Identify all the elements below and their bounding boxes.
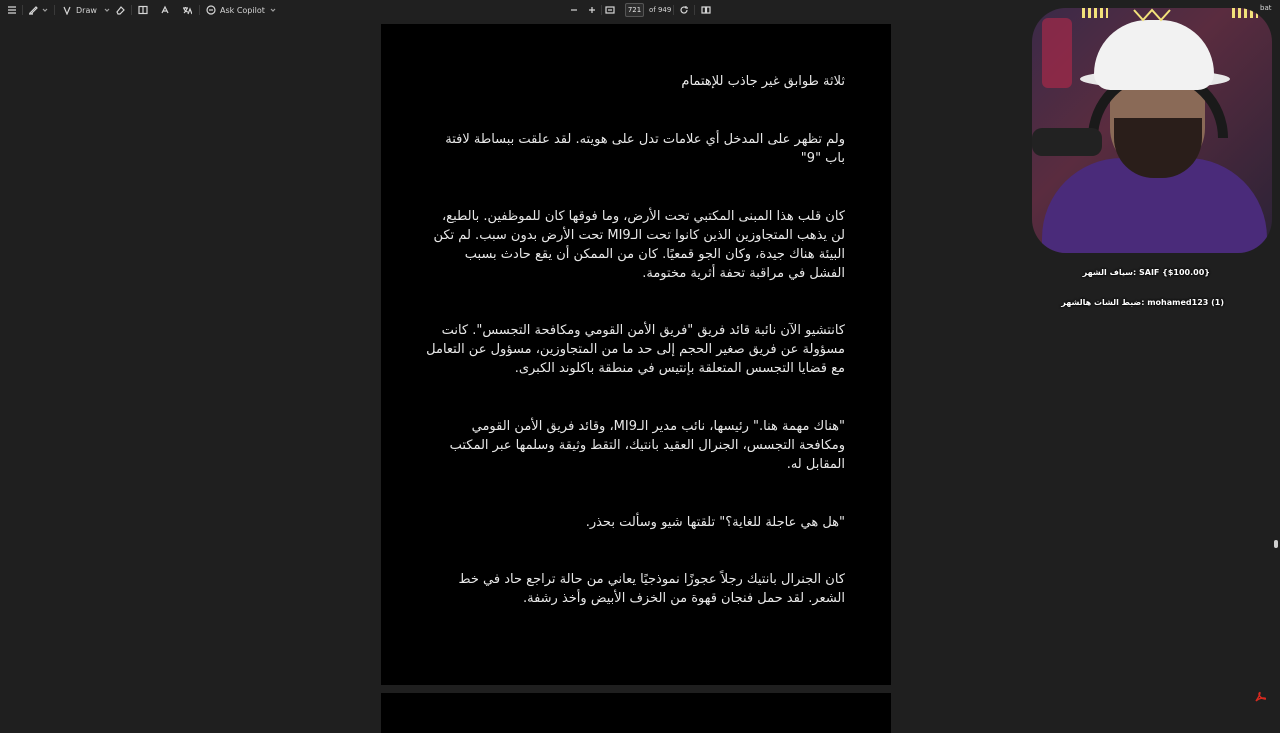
toolbar-divider <box>22 5 23 15</box>
overlay-tag: bat <box>1260 4 1272 12</box>
toolbar-divider <box>199 5 200 15</box>
toolbar-divider <box>131 5 132 15</box>
chevron-down-icon <box>270 6 276 15</box>
page-layout-icon <box>137 4 149 16</box>
overlay-chat-moderator: mohamed123 (1) :ضبط الشات هالشهر <box>1061 298 1224 307</box>
paragraph: كانتشيو الآن نائبة قائد فريق "فريق الأمن القومي ومكافحة التجسس". كانت مسؤولة عن فريق صغير الحجم إلى حد ما من المتجاوزين، مسؤول عن التعامل مع قضايا التجسس المتعلقة بإنتيس في منطقة باكلوند الكبرى. <box>426 323 845 376</box>
toolbar-divider <box>54 5 55 15</box>
paragraph: كان قلب هذا المبنى المكتبي تحت الأرض، وما فوقها كان للموظفين. بالطبع، لن يذهب المتجاوزين الذين كانوا تحت الـMI9 تحت الأرض بدون سبب. لم تكن البيئة هناك جيدة، وكان الجو قمعيًا. كان من الممكن أن يقع حادث بسبب الفشل في مراقبة تحفة أثرية مختومة. <box>433 209 845 281</box>
chevron-down-icon <box>104 6 110 15</box>
draw-label: Draw <box>76 5 97 15</box>
page-count: of 949 <box>649 6 672 14</box>
toolbar-divider <box>601 5 602 15</box>
overlay-decoration <box>1082 8 1108 18</box>
draw-button[interactable] <box>61 3 110 17</box>
acrobat-icon[interactable] <box>1254 691 1266 703</box>
vertical-scrollbar[interactable] <box>1272 20 1280 720</box>
list-icon <box>6 4 18 16</box>
paragraph: "هل هي عاجلة للغاية؟" تلقتها شيو وسألت بحذر. <box>585 515 845 530</box>
highlight-button[interactable] <box>27 3 48 17</box>
plus-icon <box>586 4 598 16</box>
paragraph: ولم تظهر على المدخل أي علامات تدل على هويته. لقد علقت ببساطة لافتة باب "9" <box>445 132 845 166</box>
fit-page-button[interactable] <box>604 3 616 17</box>
zoom-in-button[interactable] <box>586 3 598 17</box>
scrollbar-thumb[interactable] <box>1274 540 1278 548</box>
microphone <box>1032 128 1102 156</box>
chevron-down-icon <box>42 6 48 15</box>
paragraph: "هناك مهمة هنا." رئيسها، نائب مدير الـMI9، وقائد فريق الأمن القومي ومكافحة التجسس، الجنرال العقيد بانتيك، التقط وثيقة وسلمها عبر المكتب المقابل له. <box>449 419 845 472</box>
paragraph: كان الجنرال بانتيك رجلاً عجوزًا نموذجيًا يعاني من حالة تراجع حاد في خط الشعر. لقد حمل فنجان قهوة من الخزف الأبيض وأخذ رشفة. <box>458 572 845 606</box>
rotate-button[interactable] <box>678 3 690 17</box>
white-cap <box>1094 20 1214 90</box>
ask-copilot-label: Ask Copilot <box>220 5 265 15</box>
ask-copilot-button[interactable] <box>205 3 276 17</box>
copilot-icon <box>205 4 217 16</box>
contents-button[interactable] <box>6 3 18 17</box>
crown-icon <box>1132 8 1172 22</box>
paragraph: ثلاثة طوابق غير جاذب للإهتمام <box>681 74 845 89</box>
background-light <box>1042 18 1072 88</box>
two-page-view-button[interactable] <box>700 3 712 17</box>
page-number-input[interactable]: 721 <box>625 3 644 17</box>
toolbar-divider <box>673 5 674 15</box>
read-aloud-icon <box>159 4 171 16</box>
translate-button[interactable] <box>181 3 193 17</box>
rotate-icon <box>678 4 690 16</box>
book-icon <box>700 4 712 16</box>
pdf-page-next <box>381 693 891 733</box>
erase-button[interactable] <box>114 3 126 17</box>
minus-icon <box>568 4 580 16</box>
fit-width-icon <box>604 4 616 16</box>
overlay-top-donor: SAIF {$100.00} :سياف الشهر <box>1082 268 1210 277</box>
eraser-icon <box>114 4 126 16</box>
pen-icon <box>61 4 73 16</box>
zoom-out-button[interactable] <box>568 3 580 17</box>
toolbar-divider <box>694 5 695 15</box>
page-view-button[interactable] <box>137 3 149 17</box>
webcam-overlay <box>1032 8 1272 253</box>
overlay-decoration <box>1232 8 1258 18</box>
translate-icon <box>181 4 193 16</box>
pdf-page <box>381 24 891 685</box>
highlighter-icon <box>27 4 39 16</box>
read-aloud-button[interactable] <box>159 3 171 17</box>
